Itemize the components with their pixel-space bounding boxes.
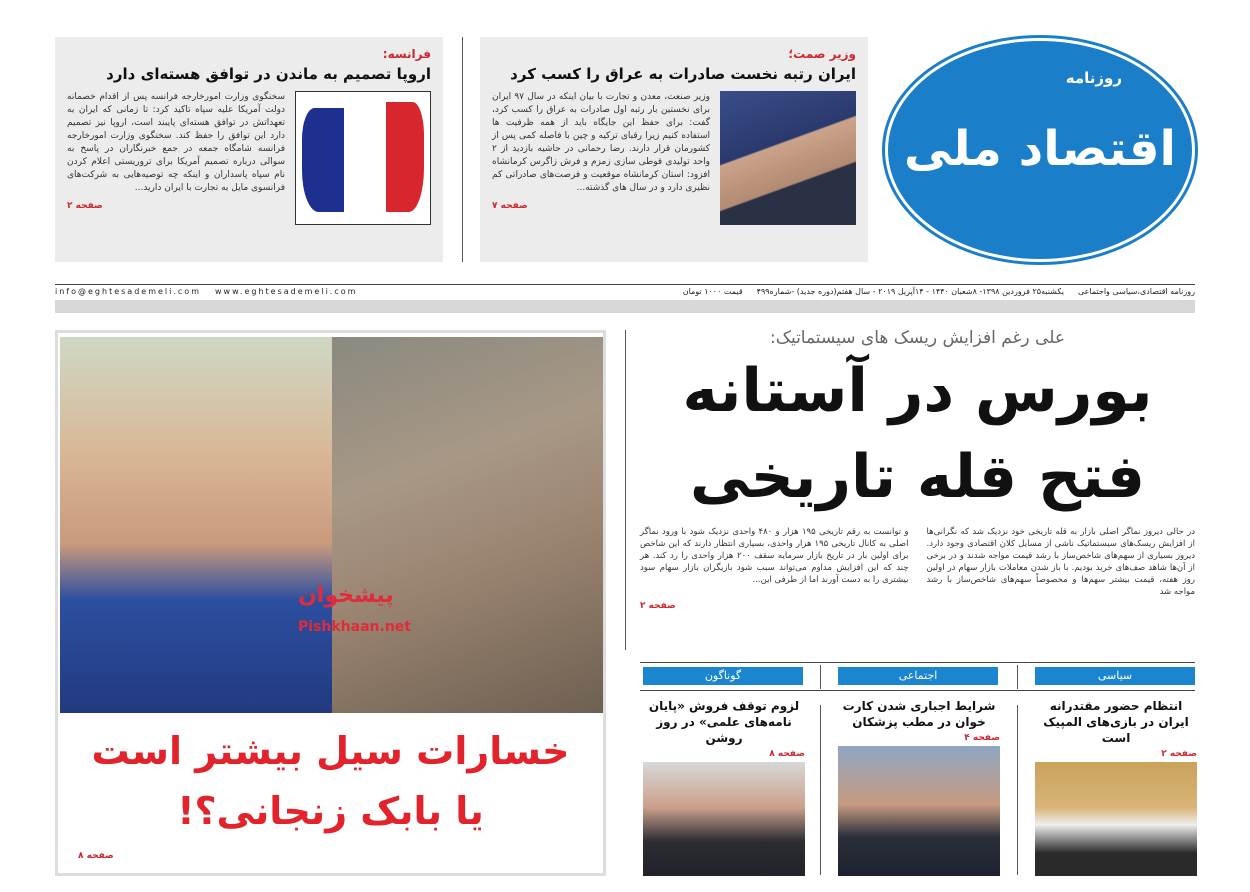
sections-rule	[640, 690, 1195, 691]
teaser-body: وزیر صنعت، معدن و تجارت با بیان اینکه در سال ۹۷ ایران برای نخستین بار رتبه اول صادرات به عراق را کسب کرد، گفت: برای حفظ این جایگاه باید از همه ظرفیت ها استفاده کنیم زیرا رقبای ترکیه و چین با فاصله کمی پس از کشورمان قرار دارند. رضا رحمانی در حاشیه بازدید از ۲ واحد تولیدی قوطی سازی زمزم و فرش زاگرس کرمانشاه افزود: استان کرمانشاه موقعیت و فرصت‌های صادراتی کم نظیری دارد و در سال های گذشته...	[492, 92, 710, 193]
page-ref[interactable]: صفحه ۲	[67, 201, 103, 211]
feature-story[interactable]	[55, 330, 606, 876]
divider	[1017, 705, 1018, 875]
teaser-body: سخنگوی وزارت امورخارجه فرانسه پس از اقدام خصمانه دولت آمریکا علیه سپاه تاکید کرد: تا زمانی که ایران به تعهداتش در توافق هسته‌ای پایبند است، اروپا نیز تصمیم دارد این توافق را حفظ کند. سخنگوی وزارت امورخارجه فرانسه شامگاه جمعه در جمع خبرنگاران در پاسخ به سوالی درباره تصمیم آمریکا برای تروریستی اعلام کردن نام سپاه پاسداران و اینکه چه توصیه‌هایی به شرکت‌های فرانسوی مایل به تجارت با ایران دارید...	[67, 92, 285, 193]
masthead-logo	[885, 38, 1195, 262]
page-ref[interactable]: صفحه ۲	[640, 601, 676, 611]
teaser-kicker: فرانسه:	[382, 47, 431, 61]
teaser-title: ایران رتبه نخست صادرات به عراق را کسب کرد	[510, 65, 856, 83]
section-headline[interactable]: لزوم توقف فروش «پایان نامه‌های علمی» در روز روشن	[648, 699, 800, 745]
minister-photo	[720, 91, 856, 225]
lead-col-2: و توانست به رقم تاریخی ۱۹۵ هزار و ۴۸۰ واحدی نزدیک شود با ورود نماگر اصلی به کانال تاریخی ۱۹۵ هزار واحدی، بسیاری انتظار دارند که این شاخص برای اولین بار در تاریخ بازار سرمایه سقف ۲۰۰ هزار واحدی را رد کند. هر چند که این افزایش مداوم می‌تواند سبب شود بازیگران بازار سهام سود بیشتری را به دست آورند اما از طرفی این...	[640, 527, 909, 585]
lead-story[interactable]	[640, 328, 1195, 658]
divider	[820, 665, 821, 689]
page-ref[interactable]: صفحه ۸	[78, 851, 114, 861]
teaser-title: اروپا تصمیم به ماندن در توافق هسته‌ای دارد	[106, 65, 431, 83]
section-tab-misc[interactable]: گوناگون	[643, 667, 803, 685]
feature-headline-1: خسارات سیل بیشتر است	[91, 729, 570, 773]
divider	[820, 705, 821, 875]
page-ref[interactable]: صفحه ۲	[1161, 749, 1197, 759]
divider	[462, 37, 463, 262]
website-link[interactable]: www.eghtesademeli.com	[215, 287, 358, 296]
masthead-prefix: روزنامه	[1065, 69, 1122, 87]
rouhani-photo	[1035, 762, 1197, 876]
flood-photo	[332, 337, 603, 713]
official-photo	[838, 746, 1000, 876]
france-flag-map	[295, 91, 431, 225]
price: قیمت ۱۰۰۰ تومان	[682, 287, 743, 296]
section-headline[interactable]: انتظام حضور مقتدرانه ایران در بازی‌های المپیک است	[1043, 699, 1189, 745]
watermark-url: Pishkhaan.net	[298, 619, 411, 635]
page-ref[interactable]: صفحه ۸	[769, 749, 805, 759]
page-ref[interactable]: صفحه ۷	[492, 201, 528, 211]
section-story-social[interactable]	[838, 698, 1000, 876]
official-photo	[643, 762, 805, 876]
teaser-kicker: وزیر صمت؛	[788, 47, 856, 61]
lead-headline-1: بورس در آستانه	[682, 356, 1153, 426]
issue-date: یکشنبه۲۵ فروردین ۱۳۹۸- ۸شعبان ۱۴۴۰ - ۱۴آپریل ۲۰۱۹ - سال هفتم(دوره جدید) -شماره۴۹۹	[756, 287, 1064, 296]
section-story-misc[interactable]	[643, 698, 805, 876]
section-story-politics[interactable]	[1035, 698, 1197, 876]
feature-headline-2: یا بابک زنجانی؟!	[177, 789, 484, 833]
paper-description: روزنامه اقتصادی،سیاسی واجتماعی	[1077, 287, 1195, 296]
page-ref[interactable]: صفحه ۴	[964, 733, 1000, 743]
masthead-name: اقتصاد ملی	[903, 121, 1176, 177]
gray-band	[55, 300, 1195, 313]
lead-col-1: در حالی دیروز نماگر اصلی بازار به قله تاریخی خود نزدیک شد که نگرانی‌ها از افزایش ریسک‌های سیستماتیک ناشی از مسایل کلان اقتصادی وجود دارد. دیروز بسیاری از سهم‌های شاخص‌ساز با رشد قیمت مواجه شدند و در برخی از آن‌ها شاهد صف‌های خرید بودیم. با باز شدن معاملات بازار سهام در اولین روز هفته، قیمت بیشتر سهم‌ها و مخصوصاً سهم‌های شاخص‌ساز با رشد مواجه شد	[926, 527, 1195, 597]
divider	[625, 330, 626, 650]
sections-rule	[640, 662, 1195, 663]
section-tab-politics[interactable]: سیاسی	[1035, 667, 1195, 685]
babak-zanjani-photo	[60, 337, 332, 713]
lead-headline-2: فتح قله تاریخی	[689, 442, 1146, 512]
watermark: پیشخوان	[298, 583, 394, 608]
email-link[interactable]: info@eghtesademeli.com	[55, 287, 201, 296]
divider	[1017, 665, 1018, 689]
teaser-france[interactable]	[55, 37, 443, 262]
teaser-exports[interactable]	[480, 37, 868, 262]
info-bar	[55, 284, 1195, 298]
section-tab-social[interactable]: اجتماعی	[838, 667, 998, 685]
lead-kicker: علی رغم افزایش ریسک های سیستماتیک:	[770, 328, 1065, 348]
section-headline[interactable]: شرایط اجباری شدن کارت خوان در مطب پزشکان	[842, 699, 996, 729]
